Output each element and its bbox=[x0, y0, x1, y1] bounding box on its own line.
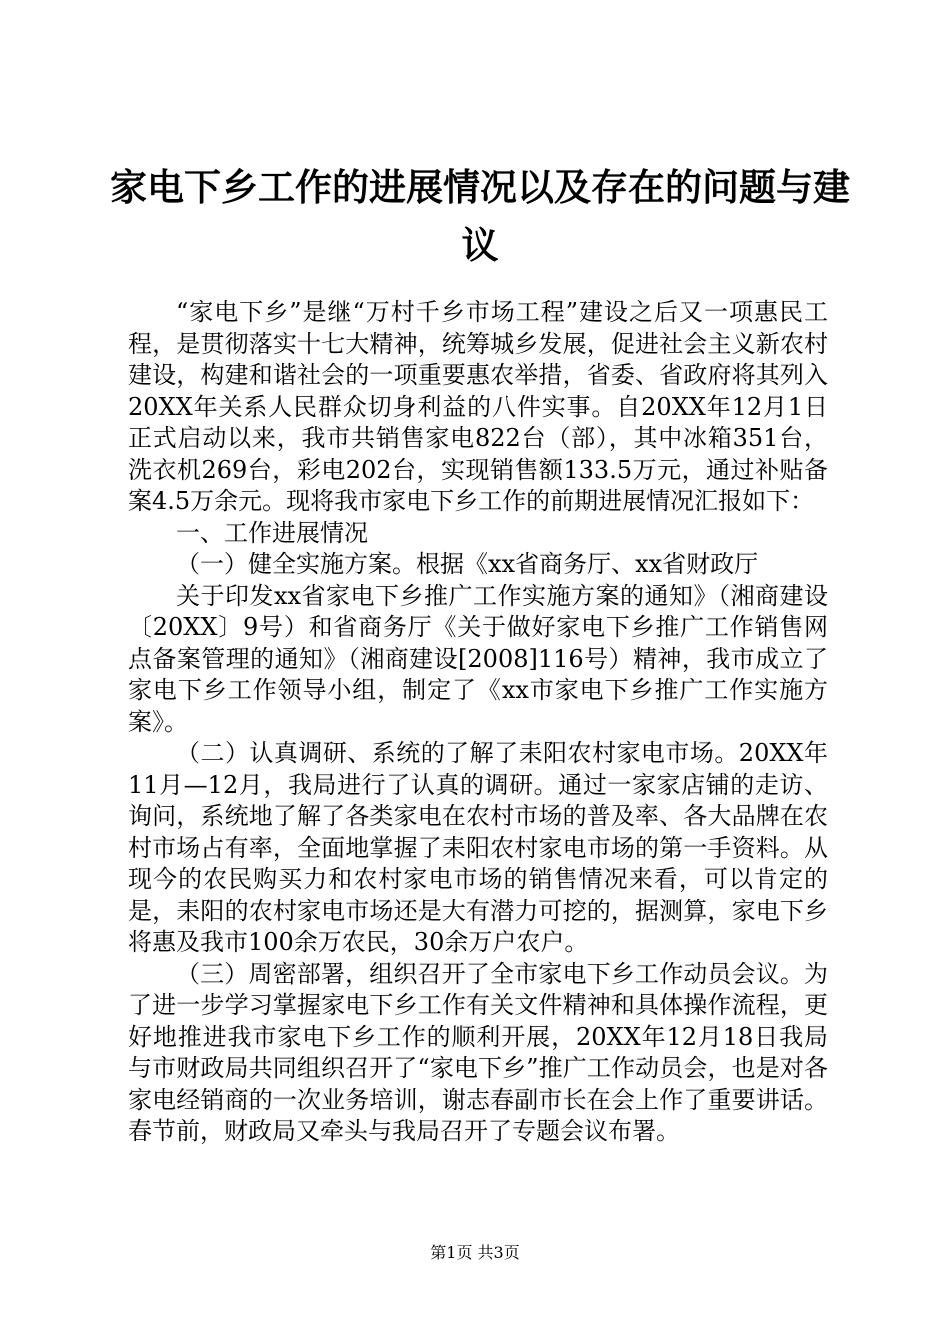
paragraph-item-1-start: （一）健全实施方案。根据《xx省商务厅、xx省财政厅 bbox=[176, 550, 759, 578]
page-footer: 第1页 共3页 bbox=[430, 1243, 520, 1262]
paragraph-intro: “家电下乡”是继“万村千乡市场工程”建设之后又一项惠民工程，是贯彻落实十七大精神，统筹城乡发展，促进社会主义新农村建设，构建和谐社会的一项重要惠农举措，省委、省政府将其列入20XX年关系人民群众切身利益的八件实事。自20XX年12月1日正式启动以来，我市共销售家电822台（部），其中冰箱351台，洗衣机269台，彩电202台，实现销售额133.5万元，通过补贴备案4.5万余元。现将我市家电下乡工作的前期进展情况汇报如下： bbox=[128, 298, 828, 515]
paragraph-item-2: （二）认真调研、系统的了解了耒阳农村家电市场。20XX年11月—12月，我局进行了认真的调研。通过一家家店铺的走访、询问，系统地了解了各类家电在农村市场的普及率、各大品牌在农村市场占有率，全面地掌握了耒阳农村家电市场的第一手资料。从现今的农民购买力和农村家电市场的销售情况来看，可以肯定的是，耒阳的农村家电市场还是大有潜力可挖的，据测算，家电下乡将惠及我市100余万农民，30余万户农户。 bbox=[128, 739, 828, 956]
section-heading: 一、工作进展情况 bbox=[176, 518, 368, 547]
document-body bbox=[128, 297, 828, 1148]
document-title: 家电下乡工作的进展情况以及存在的问题与建议 bbox=[110, 165, 850, 267]
paragraph-item-1-cont: 关于印发xx省家电下乡推广工作实施方案的通知》（湘商建设〔20XX〕9号）和省商务厅《关于做好家电下乡推广工作销售网点备案管理的通知》（湘商建设[2008]116号）精神，我市成立了家电下乡工作领导小组，制定了《xx市家电下乡推广工作实施方案》。 bbox=[128, 581, 828, 736]
paragraph-item-3: （三）周密部署，组织召开了全市家电下乡工作动员会议。为了进一步学习掌握家电下乡工作有关文件精神和具体操作流程，更好地推进我市家电下乡工作的顺利开展，20XX年12月18日我局与市财政局共同组织召开了“家电下乡”推广工作动员会，也是对各家电经销商的一次业务培训，谢志春副市长在会上作了重要讲话。春节前，财政局又牵头与我局召开了专题会议布署。 bbox=[128, 959, 828, 1145]
